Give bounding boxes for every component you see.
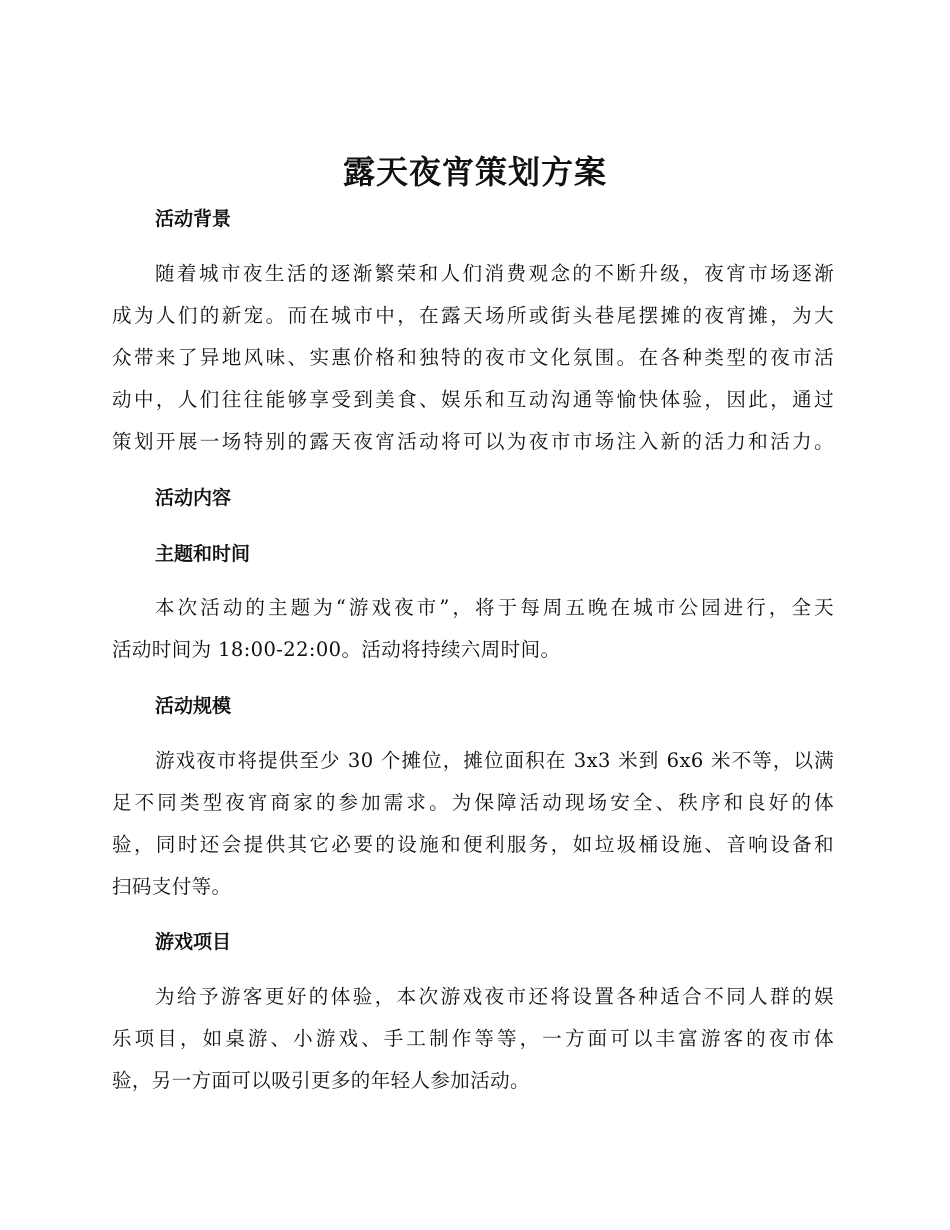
paragraph-line: 策划开展一场特别的露天夜宵活动将可以为夜市市场注入新的活力和活力。: [112, 430, 834, 453]
paragraph-line: 乐项目，如桌游、小游戏、手工制作等等，一方面可以丰富游客的夜市体: [112, 1027, 834, 1050]
paragraph-line: 验，另一方面可以吸引更多的年轻人参加活动。: [112, 1069, 530, 1092]
paragraph-line: 验，同时还会提供其它必要的设施和便利服务，如垃圾桶设施、音响设备和: [112, 833, 834, 856]
section-heading-theme-time: 主题和时间: [155, 543, 251, 565]
paragraph-line: 本次活动的主题为“游戏夜市”，将于每周五晚在城市公园进行，全天: [155, 596, 834, 619]
paragraph-line: 扫码支付等。: [112, 875, 232, 898]
paragraph-line: 成为人们的新宠。而在城市中，在露天场所或街头巷尾摆摊的夜宵摊，为大: [112, 304, 834, 327]
paragraph-line: 随着城市夜生活的逐渐繁荣和人们消费观念的不断升级，夜宵市场逐渐: [155, 262, 834, 285]
paragraph-line: 足不同类型夜宵商家的参加需求。为保障活动现场安全、秩序和良好的体: [112, 791, 834, 814]
section-heading-content: 活动内容: [155, 487, 232, 509]
paragraph-line: 为给予游客更好的体验，本次游戏夜市还将设置各种适合不同人群的娱: [155, 985, 834, 1008]
paragraph-scale: [112, 740, 834, 908]
paragraph-line: 众带来了异地风味、实惠价格和独特的夜市文化氛围。在各种类型的夜市活: [112, 346, 834, 369]
section-heading-games: 游戏项目: [155, 931, 232, 953]
paragraph-line: 活动时间为 18:00-22:00。活动将持续六周时间。: [112, 638, 561, 661]
document-title: 露天夜宵策划方案: [342, 153, 607, 191]
paragraph-theme-time: [112, 587, 834, 671]
paragraph-line: 游戏夜市将提供至少 30 个摊位，摊位面积在 3x3 米到 6x6 米不等，以满: [155, 749, 834, 772]
paragraph-background: [112, 253, 834, 463]
section-heading-scale: 活动规模: [155, 695, 232, 717]
paragraph-games: [112, 976, 834, 1102]
section-heading-background: 活动背景: [155, 208, 232, 230]
paragraph-line: 动中，人们往往能够享受到美食、娱乐和互动沟通等愉快体验，因此，通过: [112, 388, 834, 411]
